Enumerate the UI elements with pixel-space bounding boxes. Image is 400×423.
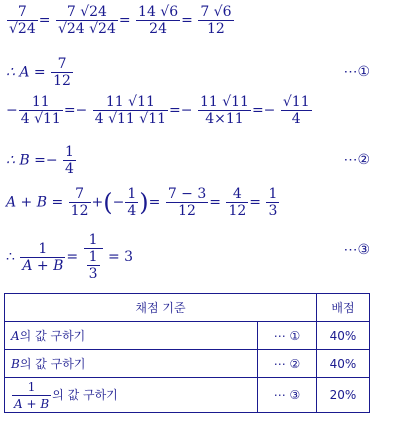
fraction: $\frac{7 - 3}{12}$ bbox=[167, 186, 207, 219]
step-mark-3: ⋯③ bbox=[343, 242, 370, 258]
fraction: $\frac{1}{4}$ bbox=[127, 186, 137, 219]
criteria-cell: $\frac{1}{A + B}$ 의 값 구하기 bbox=[5, 378, 258, 413]
table-row bbox=[5, 322, 370, 350]
criteria-header: 채점 기준 bbox=[5, 294, 317, 322]
solution-line-4: ∴ B =− $\frac{1}{4}$ bbox=[6, 144, 74, 177]
fraction: $\frac{14 √6}{24}$ bbox=[138, 4, 179, 37]
table-row bbox=[5, 350, 370, 378]
solution-line-1: $\frac{7}{√24}$ = $\frac{7 √24}{√24 √24}$ = $\frac{14 √6}{24}$ = $\frac{7 √6}{12}$ bbox=[9, 4, 232, 37]
fraction: $\frac{1}{A + B}$ bbox=[22, 240, 64, 274]
step-ref-cell: ⋯ ② bbox=[258, 350, 317, 378]
fraction: $\frac{11 √11}{4\times 11}$ bbox=[199, 94, 249, 127]
step-ref-cell: ⋯ ③ bbox=[258, 378, 317, 413]
criteria-cell: B의 값 구하기 bbox=[5, 350, 258, 378]
complex-fraction: $\frac{1}{\frac{1}{3}}$ bbox=[84, 232, 103, 282]
fraction: $\frac{7}{12}$ bbox=[70, 186, 89, 219]
solution-line-2: ∴ A = $\frac{7}{12}$ bbox=[6, 56, 71, 89]
fraction: $\frac{11 √11}{4 √11 √11}$ bbox=[94, 94, 167, 127]
fraction: $\frac{7}{√24}$ bbox=[9, 4, 36, 37]
fraction: $\frac{7}{12}$ bbox=[53, 56, 71, 89]
fraction: $\frac{11}{4 √11}$ bbox=[20, 94, 61, 127]
solution-line-6: ∴ $\frac{1}{A + B}$ = $\frac{1}{\frac{1}{3}}$ = 3 bbox=[6, 232, 134, 282]
points-cell: 40% bbox=[317, 322, 370, 350]
fraction: $\frac{1}{A + B}$ bbox=[14, 379, 50, 411]
fraction: $\frac{7 √24}{√24 √24}$ bbox=[57, 4, 116, 37]
points-header: 배점 bbox=[317, 294, 370, 322]
table-header-row bbox=[5, 294, 370, 322]
grading-rubric-table bbox=[4, 293, 370, 413]
fraction: $\frac{1}{3}$ bbox=[268, 186, 278, 219]
step-mark-2: ⋯② bbox=[343, 152, 370, 168]
step-ref-cell: ⋯ ① bbox=[258, 322, 317, 350]
criteria-cell: A의 값 구하기 bbox=[5, 322, 258, 350]
fraction: $\frac{1}{3}$ bbox=[88, 249, 98, 282]
fraction: $\frac{√11}{4}$ bbox=[282, 94, 310, 127]
fraction: $\frac{1}{4}$ bbox=[65, 144, 74, 177]
solution-line-5: A + B = $\frac{7}{12}$ +(− $\frac{1}{4}$ )= $\frac{7 - 3}{12}$ = $\frac{4}{12}$ = $\frac{1}{3}$ bbox=[6, 186, 278, 219]
fraction: $\frac{4}{12}$ bbox=[228, 186, 247, 219]
fraction: $\frac{7 √6}{12}$ bbox=[200, 4, 232, 37]
points-cell: 20% bbox=[317, 378, 370, 413]
table-row bbox=[5, 378, 370, 413]
solution-line-3: − $\frac{11}{4 √11}$ =− $\frac{11 √11}{4 √11 √11}$ =− $\frac{11 √11}{4\times 11}$ =− $\frac{√11}{4}$ bbox=[6, 94, 310, 127]
step-mark-1: ⋯① bbox=[343, 64, 370, 80]
points-cell: 40% bbox=[317, 350, 370, 378]
